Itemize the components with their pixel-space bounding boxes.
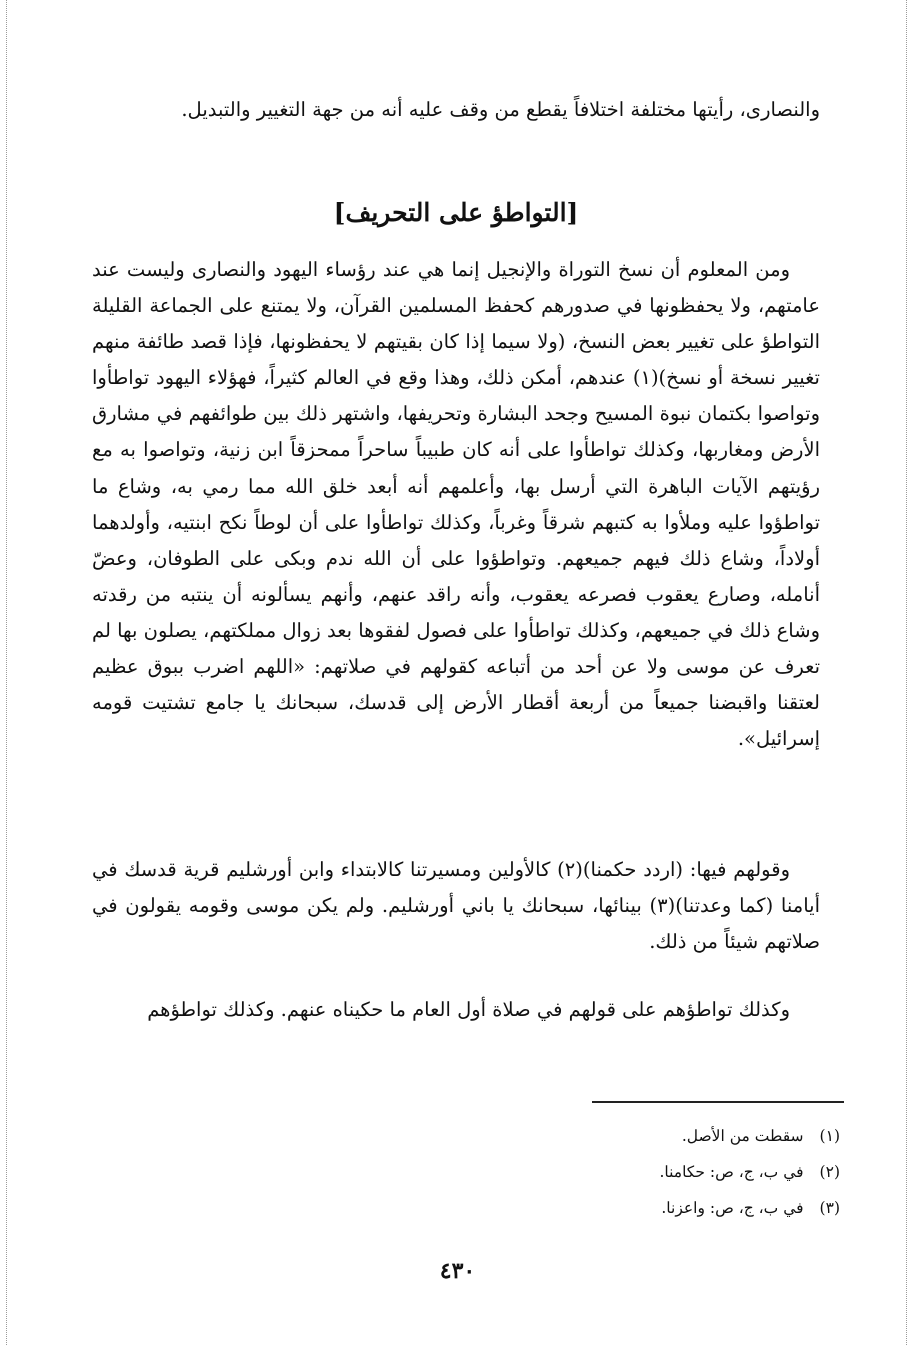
paragraph-second: وقولهم فيها: (اردد حكمنا)(٢) كالأولين ومسيرتنا كالابتداء وابن أورشليم قرية قدسك في أيامنا (كما وعدتنا)(٣) بينائها، سبحانك يا باني أورشليم. ولم يكن موسى وقومه يقولون في صلاتهم شيئاً من ذلك.	[92, 858, 820, 953]
footnote-3	[420, 1190, 840, 1226]
footnote-number: (٢)	[819, 1163, 840, 1181]
footnotes	[420, 1118, 840, 1226]
paragraph-main: ومن المعلوم أن نسخ التوراة والإنجيل إنما هي عند رؤساء اليهود والنصارى وليست عند عامتهم، ولا يحفظونها في صدورهم كحفظ المسلمين القرآن، ولا يمتنع على الجماعة القليلة التواطؤ على تغيير بعض النسخ، (ولا سيما إذا كان بقيتهم لا يحفظونها، فإذا قصد طائفة منهم تغيير نسخة أو نسخ)(١) عندهم، أمكن ذلك، وهذا وقع في العالم كثيراً، فهؤلاء اليهود تواطأوا وتواصوا بكتمان نبوة المسيح وجحد البشارة وتحريفها، واشتهر ذلك بين طوائفهم في مشارق الأرض ومغاربها، وكذلك تواطأوا على أنه كان طبيباً ساحراً ممحزقاً ابن زنية، وتواصوا به مع رؤيتهم الآيات الباهرة التي أرسل بها، وأعلمهم أنه أبعد خلق الله مما رمي به، وشاع ما تواطؤوا عليه وملأوا به كتبهم شرقاً وغرباً، وكذلك تواطأوا على أن لوطاً نكح ابنتيه، وأولدهما أولاداً، وشاع ذلك فيهم جميعهم. وتواطؤوا على أن الله ندم وبكى على الطوفان، وعضّ أنامله، وصارع يعقوب فصرعه يعقوب، وأنه راقد عنهم، وأنهم يسألونه أن ينتبه من رقدته وشاع ذلك في جميعهم، وكذلك تواطأوا على فصول لفقوها بعد زوال مملكتهم، يصلون بها لم تعرف عن موسى ولا عن أحد من أتباعه كقولهم في صلاتهم: «اللهم اضرب ببوق عظيم لعتقنا واقبضنا جميعاً من أربعة أقطار الأرض إلى قدسك، سبحانك يا جامع تشتيت قومه إسرائيل».	[92, 258, 820, 751]
footnote-divider	[592, 1101, 844, 1103]
footnote-1	[420, 1118, 840, 1154]
footnote-number: (١)	[819, 1127, 840, 1145]
left-scan-edge	[6, 0, 7, 1345]
footnote-text: في ب، ج، ص: حكامنا.	[659, 1163, 804, 1181]
page-number: ٤٣٠	[439, 1258, 476, 1284]
right-scan-edge	[906, 0, 907, 1345]
paragraph-third: وكذلك تواطؤهم على قولهم في صلاة أول العام ما حكيناه عنهم. وكذلك تواطؤهم	[147, 998, 790, 1021]
footnote-text: سقطت من الأصل.	[681, 1127, 804, 1145]
continuation-line: والنصارى، رأيتها مختلفة اختلافاً يقطع من وقف عليه أنه من جهة التغيير والتبديل.	[181, 98, 820, 121]
footnote-text: في ب، ج، ص: واعزنا.	[661, 1199, 804, 1217]
footnote-number: (٣)	[819, 1199, 840, 1217]
footnote-2	[420, 1154, 840, 1190]
section-heading: [التواطؤ على التحريف]	[333, 198, 579, 227]
